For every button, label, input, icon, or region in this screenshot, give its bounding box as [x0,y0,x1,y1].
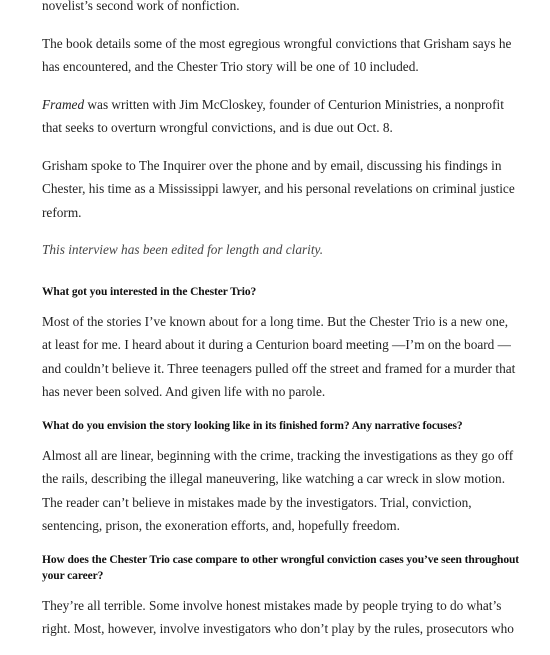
answer-text: They’re all terrible. Some involve honest mistakes made by people trying to do what’s right. Most, however, involve investigators who don’t play by the rules, prosecutors who [42,597,514,636]
answer-text: Most of the stories I’ve known about for a long time. But the Chester Trio is a new one, at least for me. I heard about it during a Centurion board meeting —I’m on the board — and couldn’t believe it. Three teenagers pulled off the street and framed for a murder that has never been solved. And given life with no parole. [42,313,516,399]
question-heading: What do you envision the story looking like in its finished form? Any narrative focuses? [42,419,463,432]
article-body [42,0,520,655]
paragraph-interview-context [42,154,520,225]
paragraph-intro-tail [42,0,520,18]
paragraph-book-details [42,32,520,79]
question-heading: How does the Chester Trio case compare to other wrongful conviction cases you’ve seen throughout your career? [42,553,519,582]
paragraph-text: The book details some of the most egregious wrongful convictions that Grisham says he has encountered, and the Chester Trio story will be one of 10 included. [42,35,512,74]
paragraph-text: Grisham spoke to The Inquirer over the phone and by email, discussing his findings in Chester, his time as a Mississippi lawyer, and his personal revelations on criminal justice reform. [42,157,515,220]
book-title-italic: Framed [42,96,85,112]
paragraph-text: was written with Jim McCloskey, founder of Centurion Ministries, a nonprofit that seeks to overturn wrongful convictions, and is due out Oct. 8. [42,96,504,135]
qa-item [42,552,520,641]
qa-item [42,284,520,404]
editor-note: This interview has been edited for length and clarity. [42,242,324,257]
answer-text: Almost all are linear, beginning with the crime, tracking the investigations as they go off the rails, describing the illegal maneuvering, like watching a car wreck in slow motion. The reader can’t believe in mistakes made by the investigators. Trial, conviction, sentencing, prison, the exoneration efforts, and, hopefully freedom. [42,447,514,533]
qa-item [42,418,520,538]
paragraph-text: novelist’s second work of nonfiction. [42,0,240,13]
question-heading: What got you interested in the Chester Trio? [42,285,257,298]
paragraph-framed [42,93,520,140]
